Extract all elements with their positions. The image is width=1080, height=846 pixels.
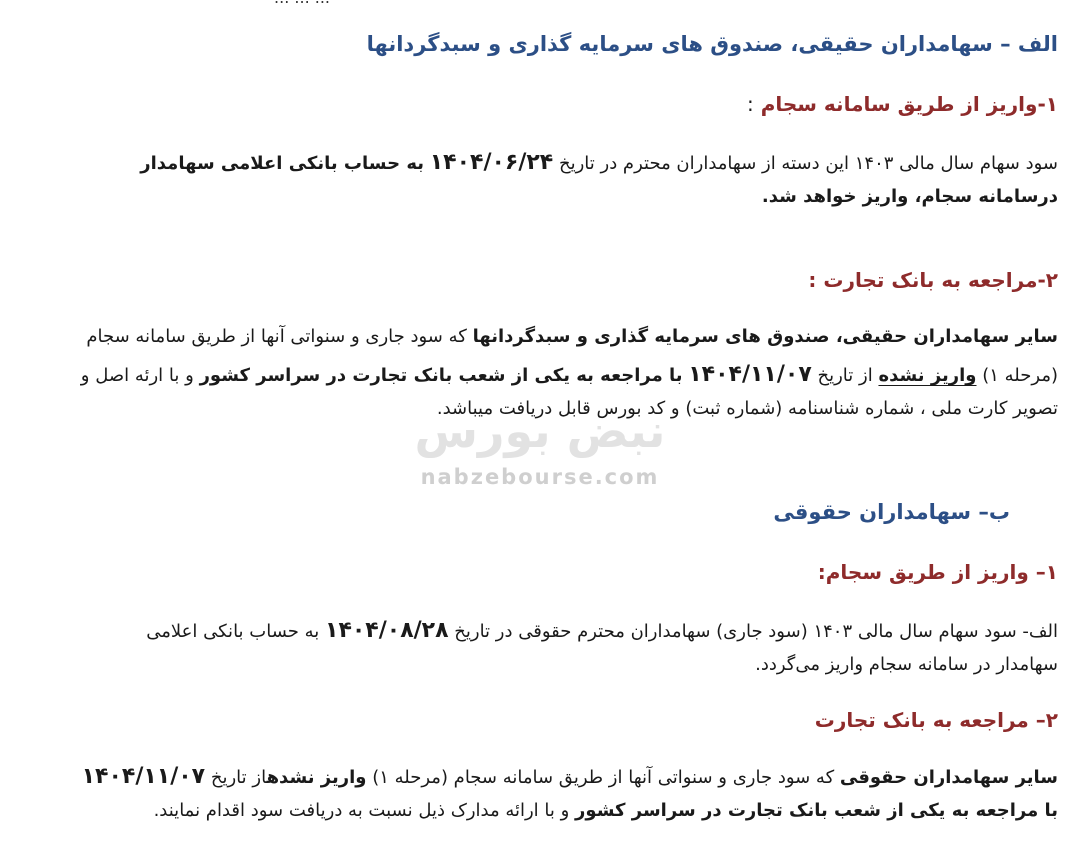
watermark-logo: نبض بورس [414,404,666,458]
section-a-item1-line2: درسامانه سجام، واریز خواهد شد. [761,186,1058,207]
section-a-title: الف – سهامداران حقیقی، صندوق های سرمایه گذاری و سبدگردانها [366,32,1058,56]
section-a-item1-title: ۱-واریز از طریق سامانه سجام : [747,92,1058,116]
section-a-item2-line1: سایر سهامداران حقیقی، صندوق های سرمایه گذاری و سبدگردانها که سود جاری و سنواتی آنها از طریق سامانه سجام [86,326,1058,347]
section-b-item2-title: ۲– مراجعه به بانک تجارت [814,708,1058,732]
section-b-item1-line1: الف- سود سهام سال مالی ۱۴۰۳ (سود جاری) سهامداران محترم حقوقی در تاریخ ۱۴۰۴/۰۸/۲۸ به حساب بانکی اعلامی [146,618,1058,643]
section-b-item1-line2: سهامدار در سامانه سجام واریز می‌گردد. [755,654,1058,675]
section-a-item2-title: ۲-مراجعه به بانک تجارت : [808,268,1058,292]
section-b-item2-line1: سایر سهامداران حقوقی که سود جاری و سنواتی آنها از طریق سامانه سجام (مرحله ۱) واریز نشدهاز تاریخ ۱۴۰۴/۱۱/۰۷ [81,764,1058,789]
top-cut-text [274,0,330,7]
section-a-item1-line1: سود سهام سال مالی ۱۴۰۳ این دسته از سهامداران محترم در تاریخ ۱۴۰۴/۰۶/۲۴ به حساب بانکی اعلامی سهامدار [140,150,1058,175]
section-b-item1-title: ۱– واریز از طریق سجام: [817,560,1058,584]
section-a-item2-line3: تصویر کارت ملی ، شماره شناسنامه (شماره ثبت) و کد بورس قابل دریافت میباشد. [436,398,1058,419]
section-b-item2-line2: با مراجعه به یکی از شعب بانک تجارت در سراسر کشور و با ارائه مدارک ذیل نسبت به دریافت سود اقدام نمایند. [153,800,1058,821]
watermark-url: nabzebourse.com [420,465,660,489]
section-a-item2-line2: (مرحله ۱) واریز نشده از تاریخ ۱۴۰۴/۱۱/۰۷ با مراجعه به یکی از شعب بانک تجارت در سراسر کشور و با ارئه اصل و [80,362,1058,387]
section-b-title: ب– سهامداران حقوقی [773,500,1010,524]
